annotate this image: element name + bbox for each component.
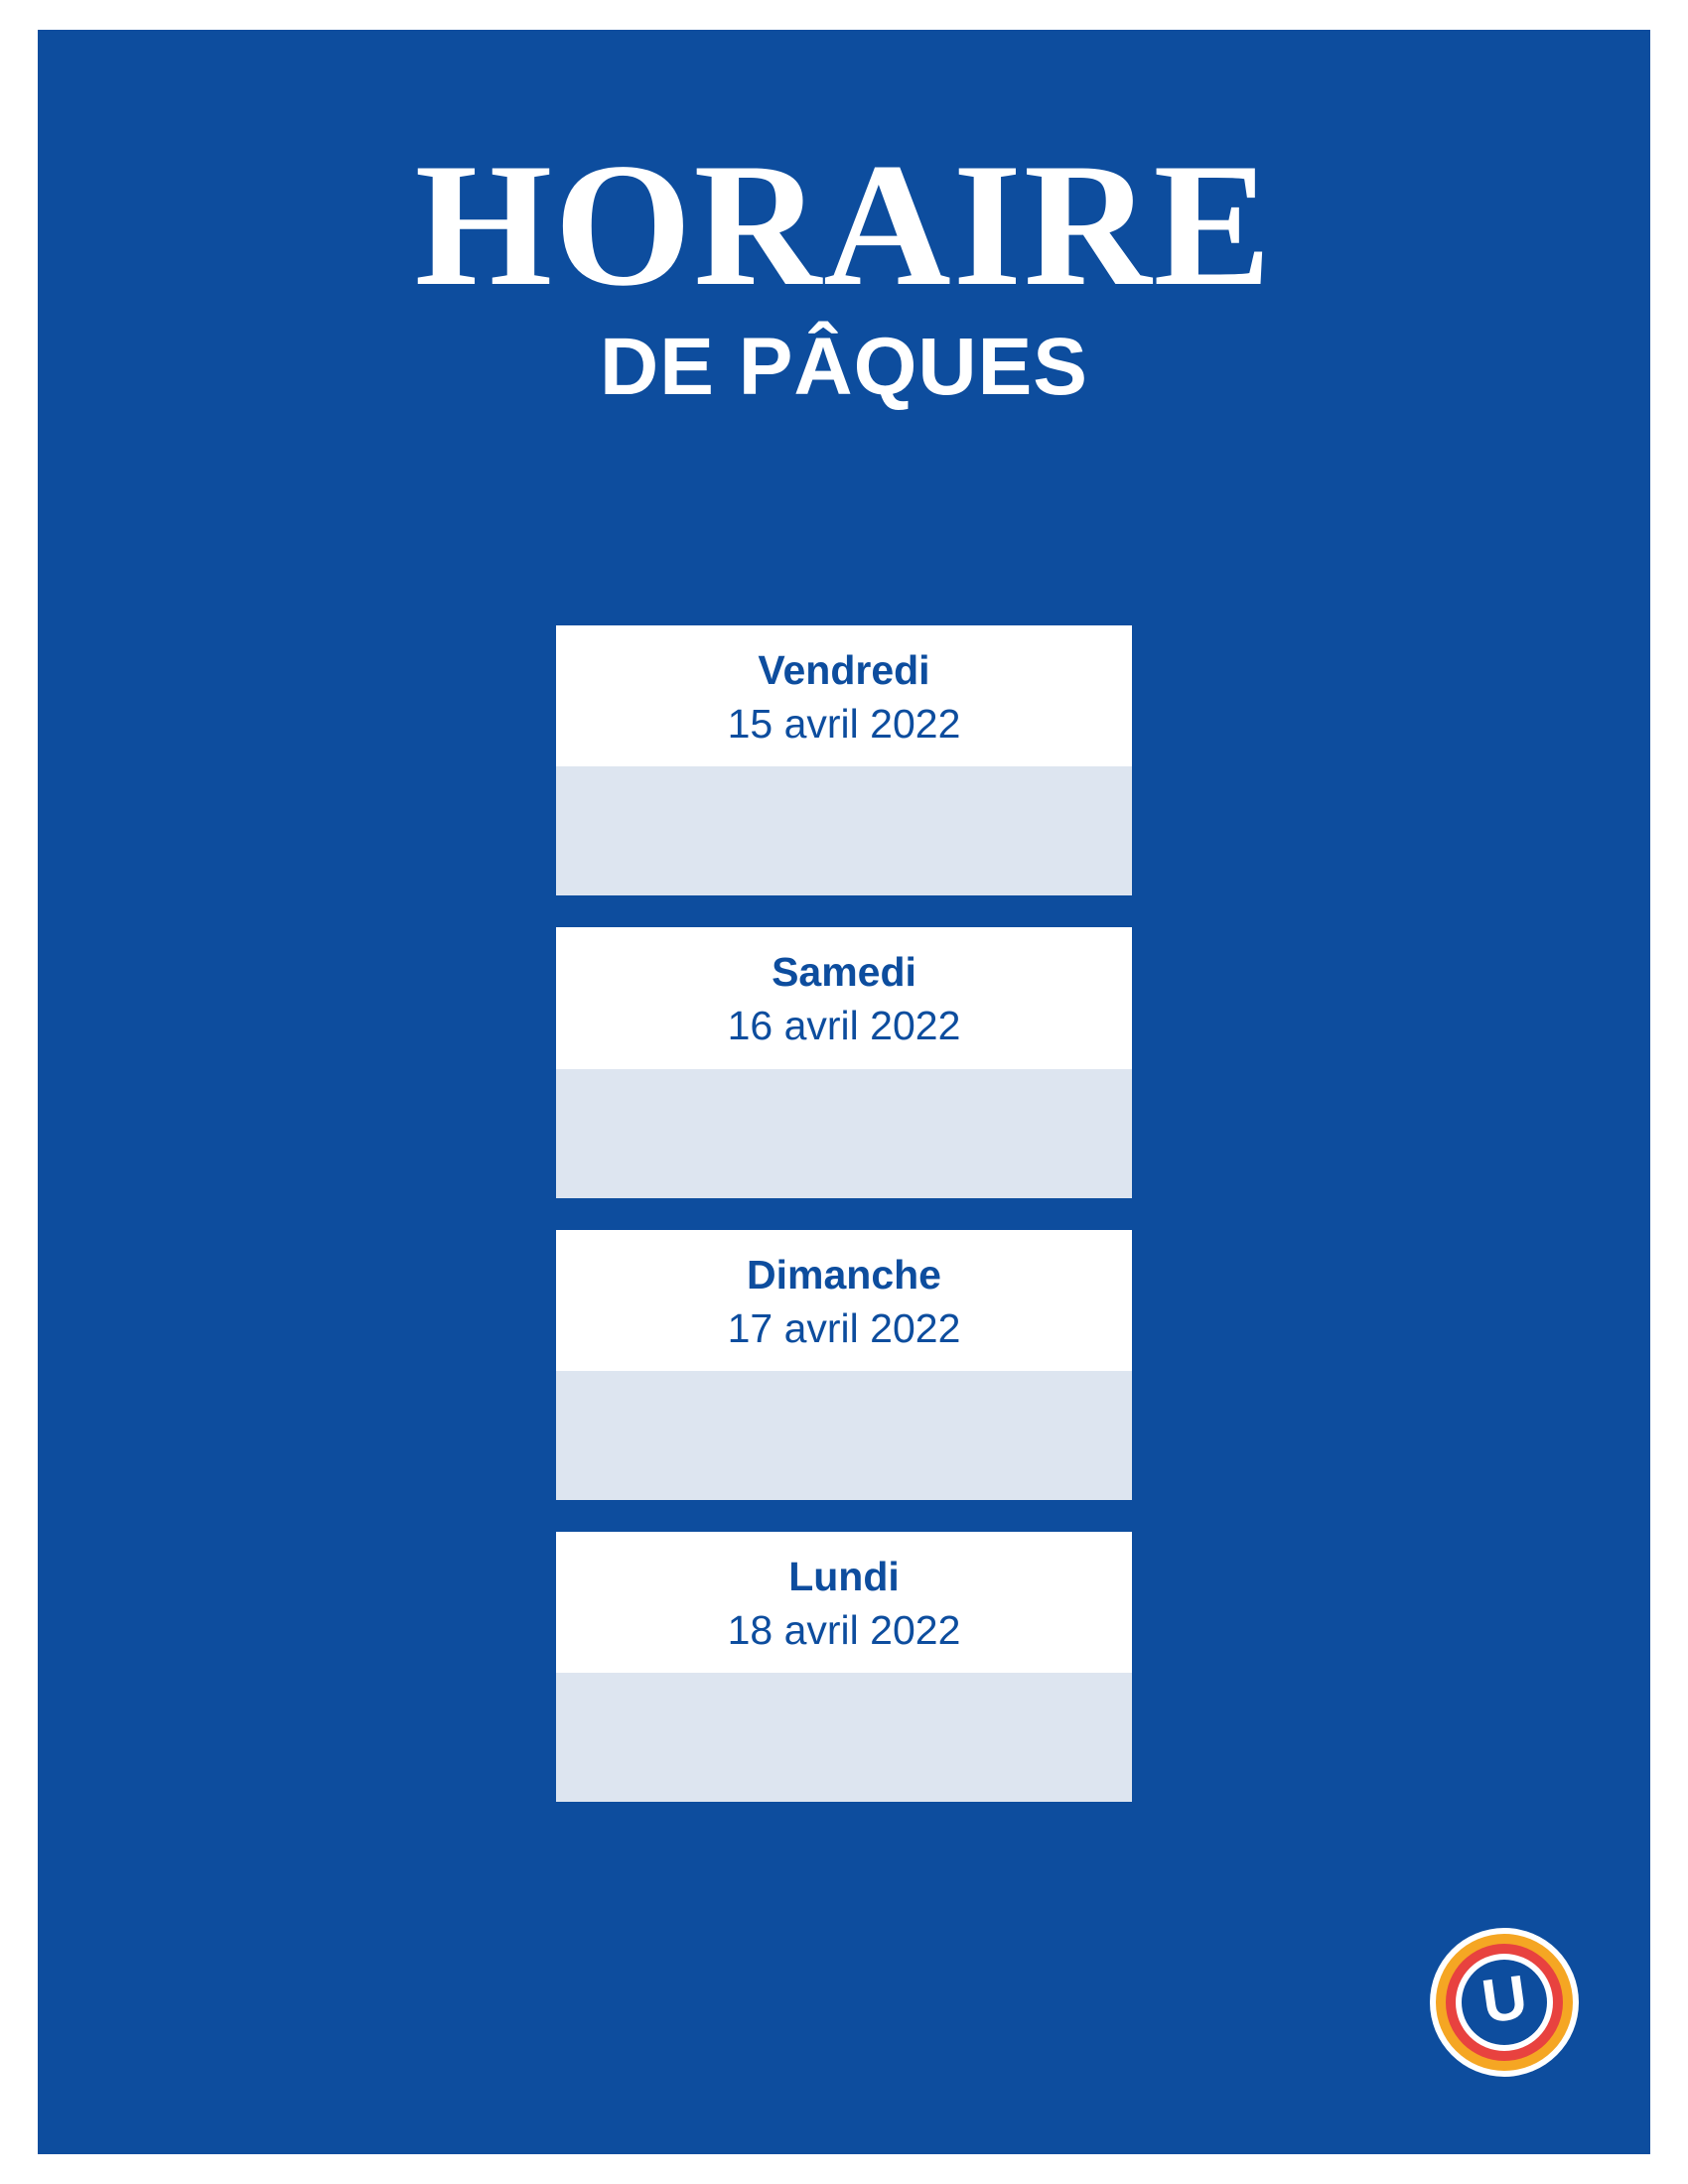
schedule-hours-area [556, 1069, 1132, 1198]
schedule-card-header [556, 1230, 1132, 1371]
schedule-day-label: Lundi [788, 1553, 900, 1599]
schedule-hours-area [556, 1673, 1132, 1802]
schedule-day-label: Vendredi [758, 647, 930, 693]
schedule-card [556, 1230, 1132, 1500]
logo-core [1462, 1960, 1547, 2045]
schedule-card-header [556, 927, 1132, 1068]
schedule-date-label: 16 avril 2022 [727, 1003, 961, 1049]
schedule-hours-area [556, 1371, 1132, 1500]
brand-logo [1430, 1928, 1579, 2077]
logo-letter: U [1477, 1963, 1531, 2037]
schedule-card-header [556, 625, 1132, 766]
schedule-card [556, 1532, 1132, 1802]
page-subtitle: DE PÂQUES [600, 322, 1088, 413]
schedule-card [556, 625, 1132, 895]
schedule-hours-area [556, 766, 1132, 895]
schedule-card [556, 927, 1132, 1197]
schedule-list [38, 625, 1650, 1802]
schedule-date-label: 15 avril 2022 [727, 701, 961, 748]
schedule-date-label: 18 avril 2022 [727, 1607, 961, 1654]
schedule-card-header [556, 1532, 1132, 1673]
poster-canvas [38, 30, 1650, 2154]
page-title: HORAIRE [414, 126, 1274, 323]
schedule-date-label: 17 avril 2022 [727, 1304, 961, 1351]
schedule-day-label: Dimanche [747, 1251, 941, 1297]
schedule-day-label: Samedi [772, 949, 916, 996]
title-block [38, 30, 1650, 413]
